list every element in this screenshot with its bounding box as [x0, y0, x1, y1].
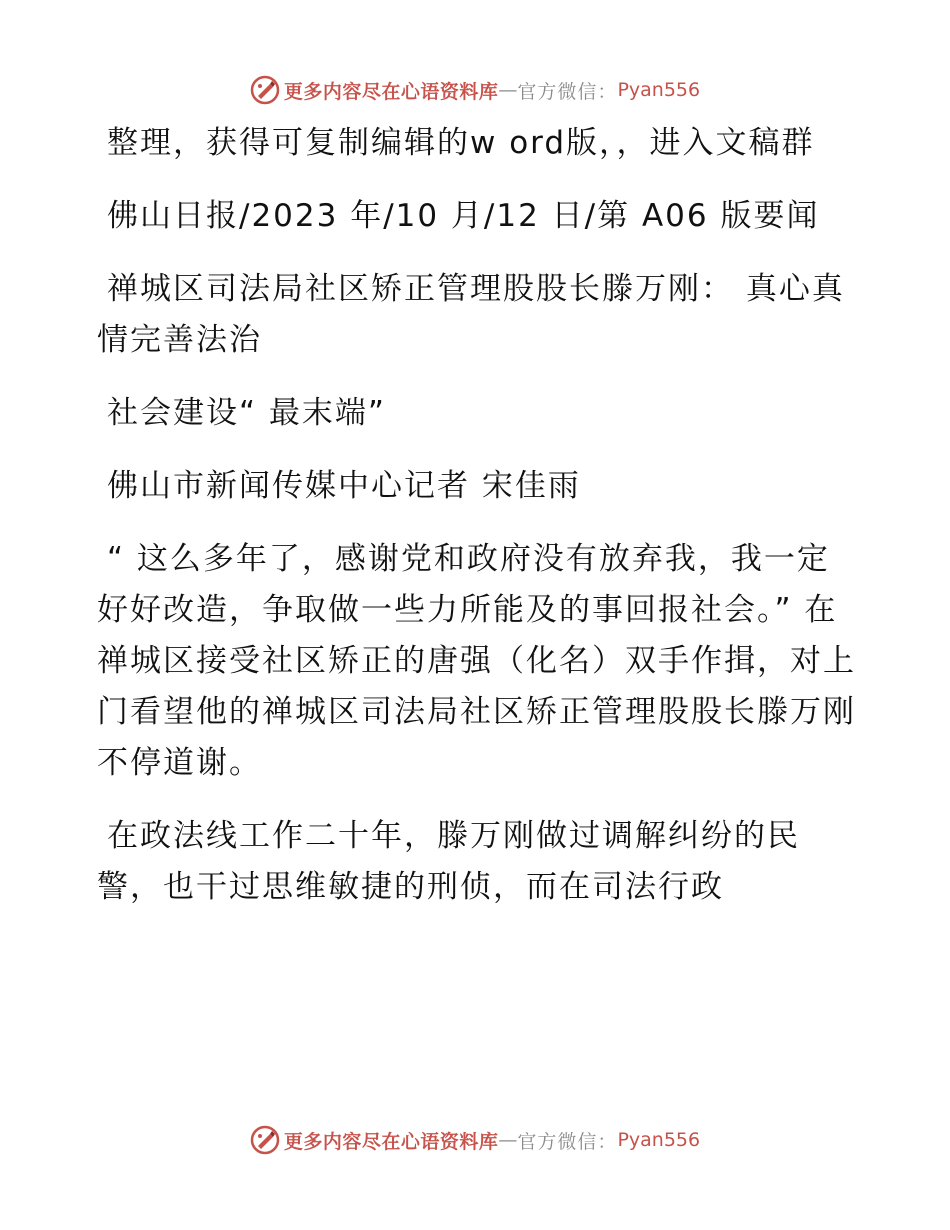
banner-dash: — [498, 1129, 518, 1151]
banner-wechat-id: Pyan556 [617, 1129, 701, 1151]
seal-logo-icon [250, 1125, 280, 1155]
paragraph: “ 这么多年了，感谢党和政府没有放弃我，我一定好好改造，争取做一些力所能及的事回报社会。” 在禅城区接受社区矫正的唐强（化名）双手作揖，对上门看望他的禅城区司法局社区矫正管理股股长滕万刚不停道谢。 [97, 541, 856, 781]
paragraph: 佛山市新闻传媒中心记者 宋佳雨 [107, 468, 581, 504]
banner-main-text: 更多内容尽在心语资料库 [283, 1130, 499, 1153]
paragraph: 禅城区司法局社区矫正管理股股长滕万刚： 真心真情完善法治 [97, 271, 845, 358]
paragraph: 佛山日报/2023 年/10 月/12 日/第 A06 版要闻 [107, 198, 820, 234]
footer-banner [0, 1123, 950, 1157]
document-body [97, 118, 857, 935]
seal-logo-icon [250, 75, 280, 105]
banner-sub-text: 官方微信： [517, 1130, 618, 1153]
paragraph: 社会建设“ 最末端” [107, 395, 386, 431]
banner-wechat-id: Pyan556 [617, 79, 701, 101]
paragraph: 在政法线工作二十年，滕万刚做过调解纠纷的民警，也干过思维敏捷的刑侦，而在司法行政 [97, 818, 800, 905]
header-banner [0, 73, 950, 107]
banner-dash: — [498, 79, 518, 101]
banner-main-text: 更多内容尽在心语资料库 [283, 80, 499, 103]
banner-sub-text: 官方微信： [517, 80, 618, 103]
paragraph: 整理，获得可复制编辑的w ord版，，进入文稿群 [107, 125, 815, 161]
